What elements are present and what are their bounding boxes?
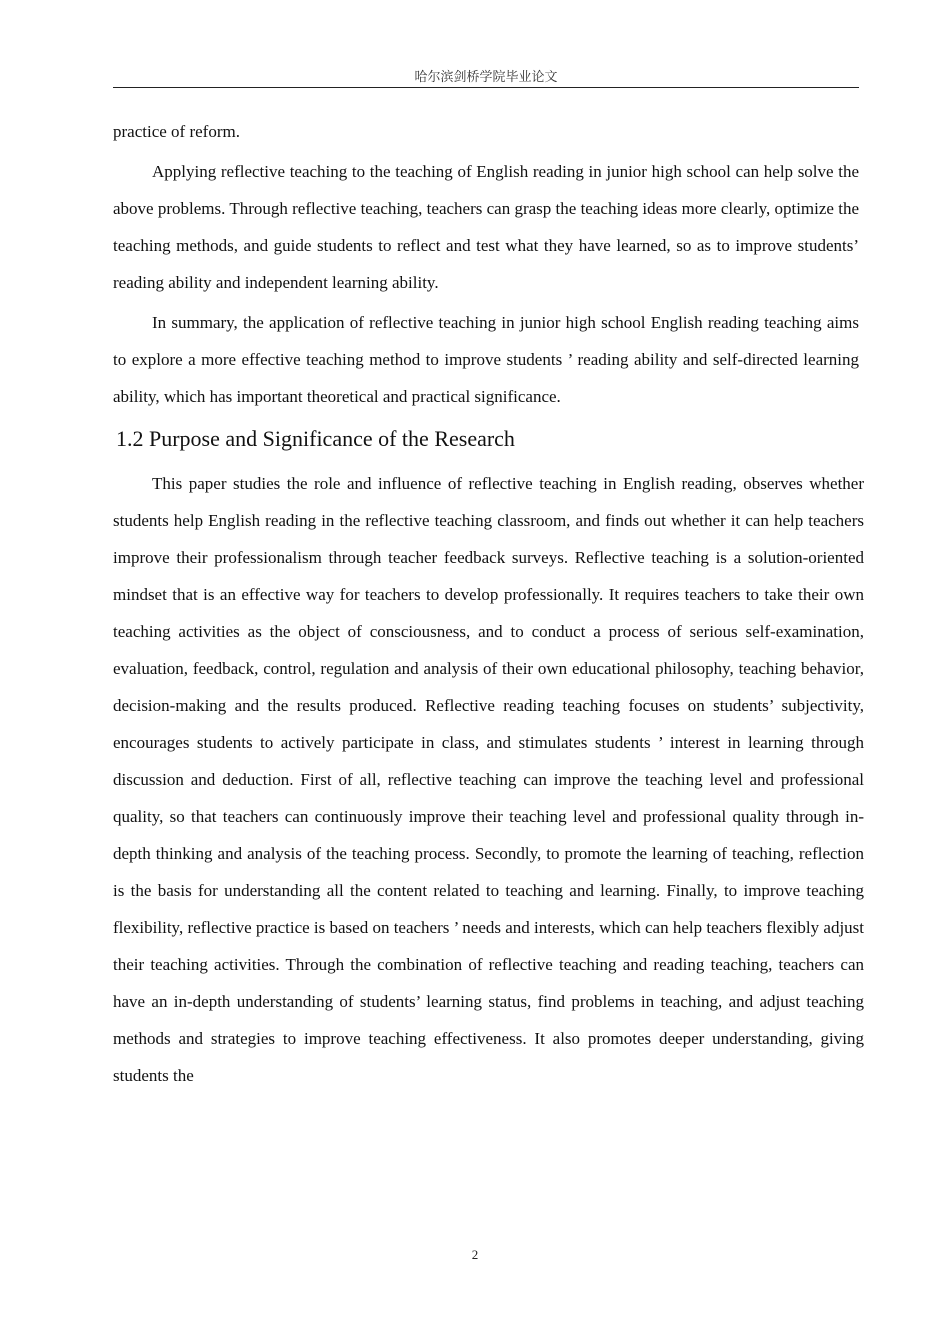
paragraph-purpose: This paper studies the role and influence of reflective teaching in English reading, observes whether students help English reading in the reflective teaching classroom, and finds out whether it can help teachers improve their professionalism through teacher feedback surveys. Reflective teaching is a solution-oriented mindset that is an effective way for teachers to develop professionally. It requires teachers to take their own teaching activities as the object of consciousness, and to conduct a process of serious self-examination, evaluation, feedback, control, regulation and analysis of their own educational philosophy, teaching behavior, decision-making and the results produced. Reflective reading teaching focuses on students’ subjectivity, encourages students to actively participate in class, and stimulates students ’ interest in learning through discussion and deduction. First of all, reflective teaching can improve the teaching level and professional quality, so that teachers can continuously improve their teaching level and professional quality through in-depth thinking and analysis of the teaching process. Secondly, to promote the learning of teaching, reflection is the basis for understanding all the content related to teaching and learning. Finally, to improve teaching flexibility, reflective practice is based on teachers ’ needs and interests, which can help teachers flexibly adjust their teaching activities. Through the combination of reflective teaching and reading teaching, teachers can have an in-depth understanding of students’ learning status, find problems in teaching, and adjust teaching methods and strategies to improve teaching effectiveness. It also promotes deeper understanding, giving students the [113, 474, 865, 1085]
section-body [113, 465, 865, 1094]
page-body [113, 113, 865, 1094]
page-number: 2 [471, 1247, 479, 1262]
paragraph-continuation: practice of reform. [113, 122, 240, 141]
running-header: 哈尔滨剑桥学院毕业论文 [414, 70, 558, 85]
header-divider [113, 87, 859, 88]
section-heading: 1.2 Purpose and Significance of the Research [116, 426, 515, 451]
paragraph-reflective-application: Applying reflective teaching to the teaching of English reading in junior high school can help solve the above problems. Through reflective teaching, teachers can grasp the teaching ideas more clearly, optimize the teaching methods, and guide students to reflect and test what they have learned, so as to improve students’ reading ability and independent learning ability. [113, 162, 859, 292]
paragraph-summary: In summary, the application of reflective teaching in junior high school English reading teaching aims to explore a more effective teaching method to improve students ’ reading ability and self-directed learning ability, which has important theoretical and practical significance. [113, 313, 859, 406]
